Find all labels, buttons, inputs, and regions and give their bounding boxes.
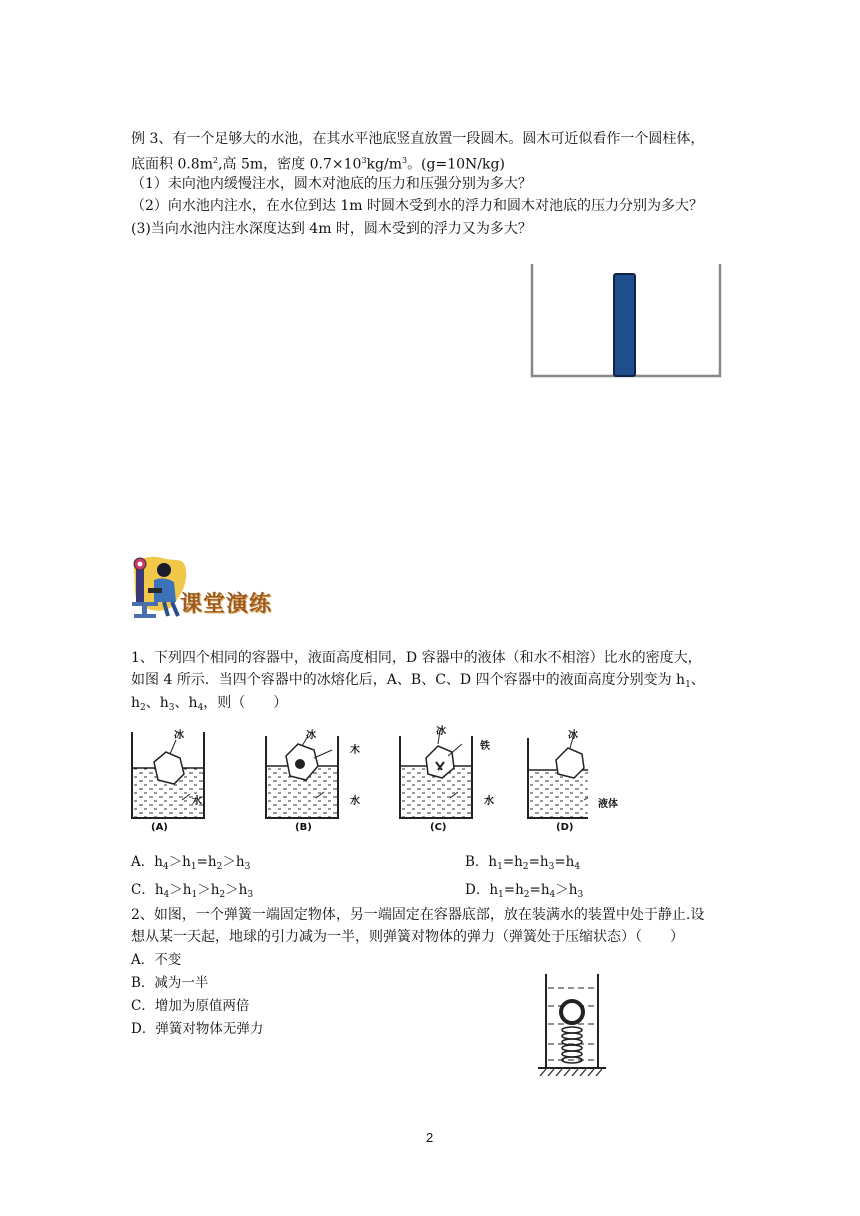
label-ice-c: 冰 xyxy=(436,726,446,737)
problem1-option-c: C．$h_4>h_1>h_2>h_3$ xyxy=(131,882,254,900)
label-ice-d: 冰 xyxy=(568,730,578,741)
wood-piece xyxy=(295,759,305,769)
spring xyxy=(562,1027,582,1063)
example3-question1: （1）未向池内缓慢注水，圆木对池底的压力和压强分别为多大？ xyxy=(131,176,532,192)
example3-line2: 底面积 $0.8m^2$,高 5m，密度 $0.7\times 10^3kg/m^3$。(g=10N/kg) xyxy=(131,156,505,173)
container-figures xyxy=(128,722,588,840)
label-iron-c: 铁 xyxy=(480,741,490,752)
log-cylinder xyxy=(614,274,635,376)
label-ice-b: 冰 xyxy=(306,730,316,741)
caption-d: (D) xyxy=(556,822,574,833)
problem2-option-b: B．减为一半 xyxy=(131,975,209,991)
label-liquid-d: 液体 xyxy=(598,799,618,810)
problem1-option-a: A．$h_4>h_1=h_2>h_3$ xyxy=(131,854,251,872)
problem2-option-d: D．弹簧对物体无弹力 xyxy=(131,1021,264,1037)
container-c xyxy=(400,730,472,818)
example3-question2: （2）向水池内注水，在水位到达 1m 时圆木受到水的浮力和圆木对池底的压力分别为多大？ xyxy=(131,198,703,214)
page-number: 2 xyxy=(426,1130,434,1145)
problem2-line1: 2、如图，一个弹簧一端固定物体，另一端固定在容器底部，放在装满水的装置中处于静止.设 xyxy=(131,907,705,923)
caption-a: (A) xyxy=(151,822,168,833)
ice-block xyxy=(154,752,184,784)
pool-log-diagram xyxy=(528,262,724,380)
container-d xyxy=(528,734,588,818)
spring-container-diagram xyxy=(536,972,608,1078)
problem2-option-a: A．不变 xyxy=(131,952,182,968)
section-title: 课堂演练 xyxy=(180,592,273,617)
label-water-b: 水 xyxy=(350,796,360,807)
problem2-line2: 想从某一天起，地球的引力减为一半，则弹簧对物体的弹力（弹簧处于压缩状态）（ ） xyxy=(131,929,684,945)
ball xyxy=(561,1001,583,1023)
problem1-option-b: B．$h_1=h_2=h_3=h_4$ xyxy=(465,854,581,872)
problem1-line1: 1、下列四个相同的容器中，液面高度相同，D 容器中的液体（和水不相溶）比水的密度大， xyxy=(131,650,702,666)
label-water-c: 水 xyxy=(484,796,494,807)
example3-question3: (3)当向水池内注水深度达到 4m 时，圆木受到的浮力又为多大？ xyxy=(131,221,532,237)
problem1-option-d: D．$h_1=h_2=h_4>h_3$ xyxy=(465,882,584,900)
scientist-microscope-icon xyxy=(128,552,188,620)
label-ice-a: 冰 xyxy=(174,730,184,741)
problem1-line2: 如图 4 所示．当四个容器中的冰熔化后，A、B、C、D 四个容器中的液面高度分别变为 $h_1$、 xyxy=(131,672,705,690)
problem1-line3: $h_2$、$h_3$、$h_4$，则（ ） xyxy=(131,695,288,713)
example3-line1: 例 3、有一个足够大的水池，在其水平池底竖直放置一段圆木。圆木可近似看作一个圆柱体， xyxy=(131,131,705,147)
problem2-option-c: C．增加为原值两倍 xyxy=(131,998,250,1014)
container-b xyxy=(266,736,338,818)
label-wood-b: 木 xyxy=(350,745,360,756)
label-water-a: 水 xyxy=(192,796,202,807)
caption-b: (B) xyxy=(295,822,312,833)
caption-c: (C) xyxy=(430,822,447,833)
